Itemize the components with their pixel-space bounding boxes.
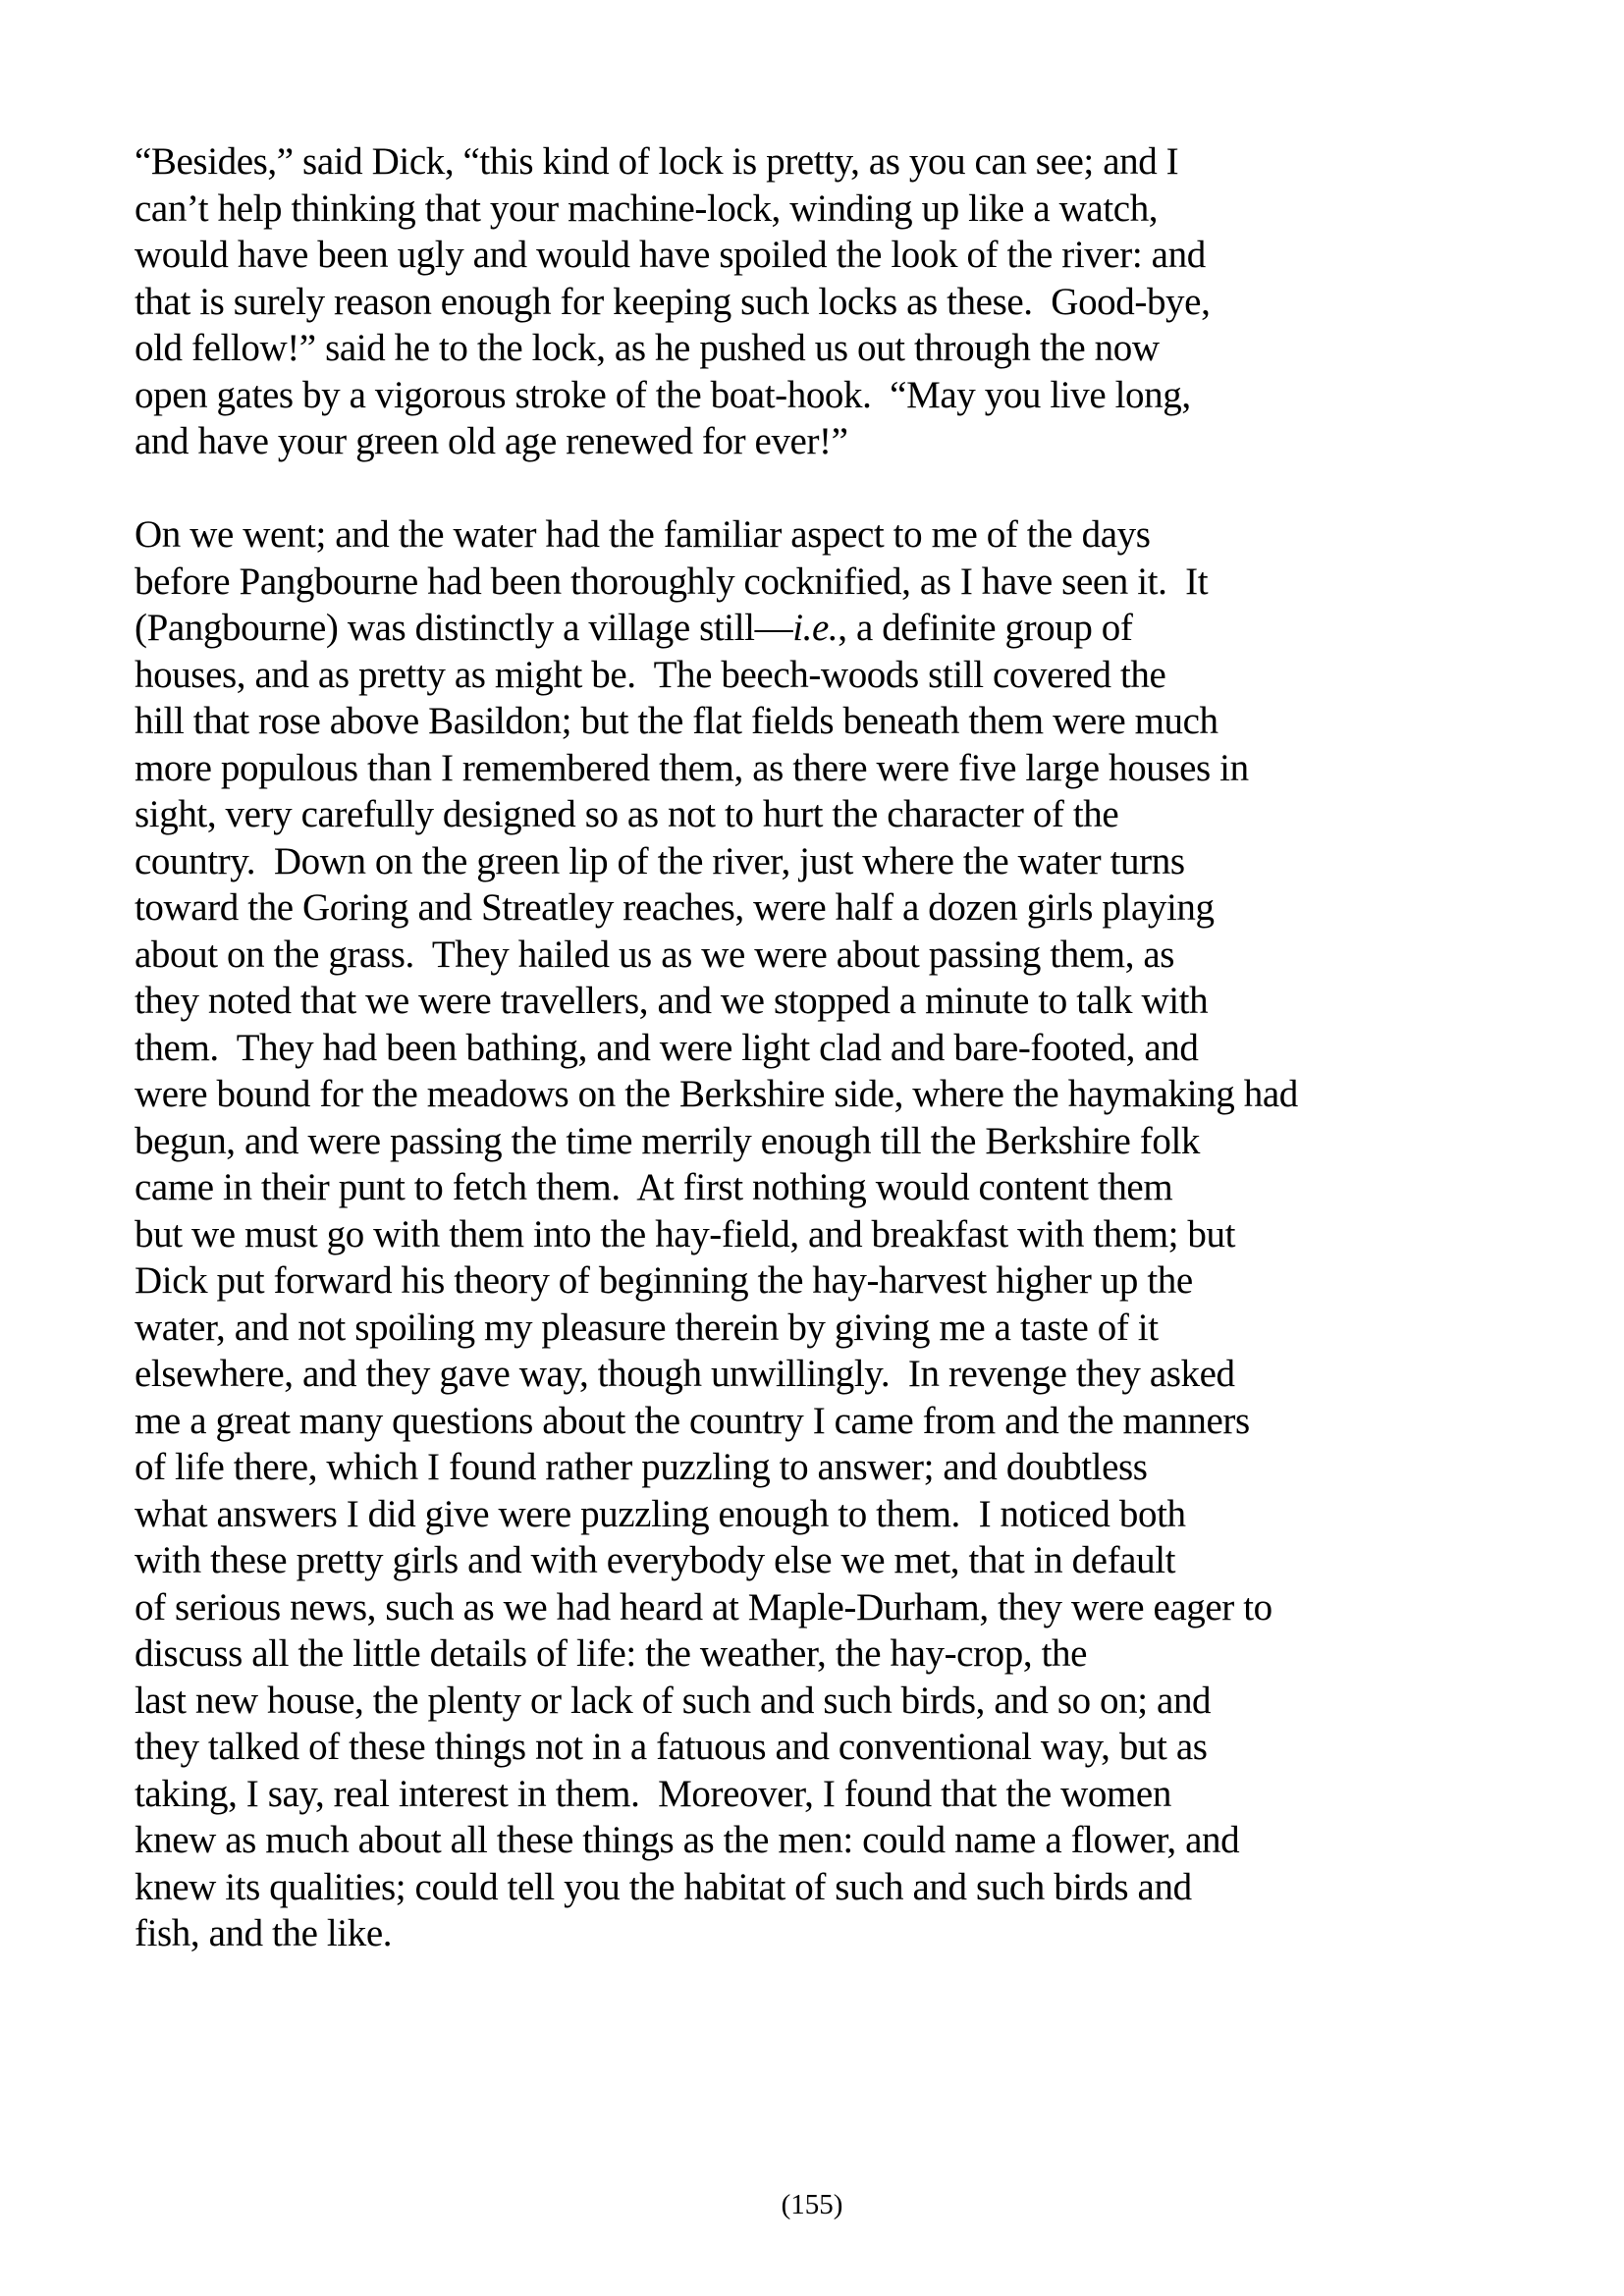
text-line: what answers I did give were puzzling enough to them. I noticed both (135, 1492, 1186, 1535)
text-line (135, 605, 1298, 652)
text-line: before Pangbourne had been thoroughly cocknified, as I have seen it. It (135, 560, 1209, 603)
text-line: they noted that we were travellers, and we stopped a minute to talk with (135, 980, 1209, 1022)
text-line: knew as much about all these things as the men: could name a flower, and (135, 1819, 1240, 1861)
paragraph (135, 138, 1298, 465)
text-line: begun, and were passing the time merrily enough till the Berkshire folk (135, 1119, 1200, 1162)
text-line: of life there, which I found rather puzzling to answer; and doubtless (135, 1446, 1148, 1488)
italic-term: i.e. (792, 607, 839, 649)
text-line: that is surely reason enough for keeping such locks as these. Good-bye, (135, 280, 1211, 323)
text-line: about on the grass. They hailed us as we were about passing them, as (135, 933, 1175, 976)
text-line: can’t help thinking that your machine-lock, winding up like a watch, (135, 187, 1159, 230)
text-line: “Besides,” said Dick, “this kind of lock is pretty, as you can see; and I (135, 140, 1179, 183)
text-line: houses, and as pretty as might be. The beech-woods still covered the (135, 653, 1166, 696)
text-line: Dick put forward his theory of beginning the hay-harvest higher up the (135, 1259, 1193, 1302)
text-line: water, and not spoiling my pleasure therein by giving me a taste of it (135, 1306, 1159, 1349)
text-line: they talked of these things not in a fatuous and conventional way, but as (135, 1726, 1208, 1768)
text-line: were bound for the meadows on the Berkshire side, where the haymaking had (135, 1073, 1298, 1115)
text-line: open gates by a vigorous stroke of the boat-hook. “May you live long, (135, 373, 1191, 416)
text-segment: (Pangbourne) was distinctly a village still— (135, 607, 793, 649)
text-line: discuss all the little details of life: the weather, the hay-crop, the (135, 1632, 1088, 1675)
text-line: fish, and the like. (135, 1912, 393, 1954)
text-line: last new house, the plenty or lack of such and such birds, and so on; and (135, 1679, 1212, 1722)
text-line: On we went; and the water had the familiar aspect to me of the days (135, 513, 1151, 556)
text-line: toward the Goring and Streatley reaches, were half a dozen girls playing (135, 886, 1215, 929)
text-line: country. Down on the green lip of the river, just where the water turns (135, 839, 1185, 882)
text-line: knew its qualities; could tell you the habitat of such and such birds and (135, 1865, 1192, 1908)
page-text (135, 138, 1298, 1957)
text-line: sight, very carefully designed so as not to hurt the character of the (135, 793, 1119, 835)
text-line: came in their punt to fetch them. At first nothing would content them (135, 1166, 1173, 1208)
text-line: them. They had been bathing, and were light clad and bare-footed, and (135, 1026, 1199, 1069)
text-line: taking, I say, real interest in them. Moreover, I found that the women (135, 1772, 1171, 1815)
text-segment: , a definite group of (838, 607, 1133, 649)
text-line: of serious news, such as we had heard at Maple-Durham, they were eager to (135, 1585, 1272, 1629)
text-line: hill that rose above Basildon; but the flat fields beneath them were much (135, 700, 1218, 742)
text-line: with these pretty girls and with everybody else we met, that in default (135, 1539, 1176, 1581)
text-line: and have your green old age renewed for ever!” (135, 420, 848, 462)
text-line: me a great many questions about the country I came from and the manners (135, 1399, 1250, 1442)
text-line: elsewhere, and they gave way, though unwillingly. In revenge they asked (135, 1353, 1235, 1395)
text-line: more populous than I remembered them, as there were five large houses in (135, 746, 1249, 789)
text-line: would have been ugly and would have spoiled the look of the river: and (135, 234, 1206, 276)
text-line: but we must go with them into the hay-field, and breakfast with them; but (135, 1212, 1236, 1255)
text-line: old fellow!” said he to the lock, as he pushed us out through the now (135, 327, 1160, 369)
paragraph (135, 511, 1298, 1957)
page-number: (155) (781, 2189, 843, 2220)
